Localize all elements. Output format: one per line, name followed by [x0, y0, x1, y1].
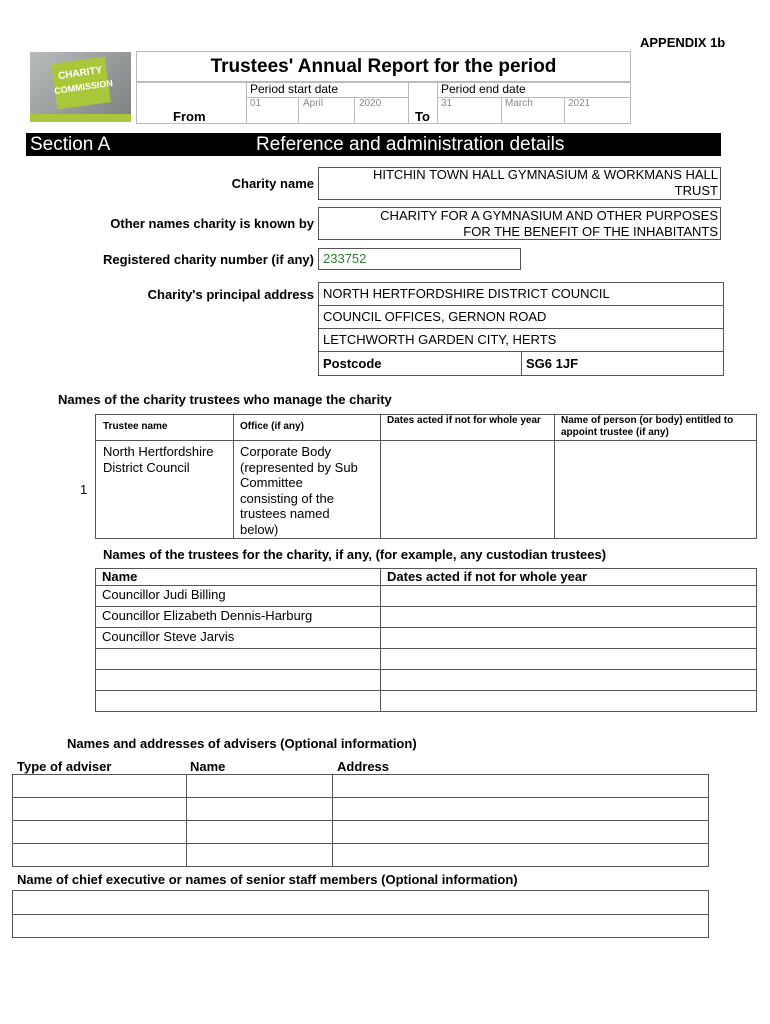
address-line2: COUNCIL OFFICES, GERNON ROAD	[323, 309, 547, 324]
trustee-name-cell[interactable]	[103, 444, 214, 475]
logo-text-line1: CHARITY	[57, 64, 104, 83]
start-month-field[interactable]: April	[303, 98, 324, 109]
custodian-dates-header: Dates acted if not for whole year	[381, 569, 757, 586]
reg-number-label: Registered charity number (if any)	[103, 252, 314, 267]
appointer-header: Name of person (or body) entitled to appoint trustee (if any)	[561, 415, 734, 438]
custodian-heading: Names of the trustees for the charity, if any, (for example, any custodian trustees)	[103, 547, 607, 562]
to-label: To	[415, 109, 430, 124]
custodian-name-cell[interactable]	[96, 649, 381, 670]
chief-exec-cell[interactable]	[13, 891, 709, 915]
chief-exec-table	[12, 890, 709, 938]
other-names-line2: FOR THE BENEFIT OF THE INHABITANTS	[463, 224, 718, 239]
start-day-field[interactable]: 01	[250, 98, 262, 109]
other-names-label: Other names charity is known by	[110, 216, 314, 231]
custodian-name-cell[interactable]: Councillor Steve Jarvis	[96, 628, 381, 649]
adviser-address-cell[interactable]	[333, 775, 709, 798]
adviser-name-cell[interactable]	[187, 775, 333, 798]
office-line: below)	[240, 521, 279, 537]
office-line: trustees named	[240, 506, 330, 521]
adviser-address-cell[interactable]	[333, 844, 709, 867]
adviser-type-cell[interactable]	[13, 821, 187, 844]
office-line: Corporate Body	[240, 444, 332, 459]
appendix-label: APPENDIX 1b	[640, 35, 726, 50]
trustee-name-line: North Hertfordshire	[103, 444, 214, 459]
adviser-name-cell[interactable]	[187, 844, 333, 867]
report-title: Trustees' Annual Report for the period	[210, 56, 557, 77]
custodian-table	[95, 568, 757, 712]
postcode-value[interactable]: SG6 1JF	[526, 356, 579, 371]
custodian-name-cell[interactable]: Councillor Judi Billing	[96, 586, 381, 607]
office-line: consisting of the	[240, 490, 334, 506]
end-month-field[interactable]: March	[505, 98, 533, 109]
end-day-field[interactable]: 31	[441, 98, 453, 109]
postcode-label: Postcode	[323, 356, 382, 371]
adviser-name-cell[interactable]	[187, 821, 333, 844]
custodian-name-cell[interactable]	[96, 691, 381, 712]
adviser-type-header: Type of adviser	[17, 759, 112, 774]
custodian-dates-cell[interactable]	[381, 691, 757, 712]
office-line: Committee	[240, 475, 303, 490]
period-start-label: Period start date	[250, 82, 339, 96]
custodian-dates-cell[interactable]	[381, 649, 757, 670]
reg-number-value: 233752	[323, 251, 367, 266]
section-title: Reference and administration details	[256, 134, 565, 155]
charity-commission-logo	[30, 52, 131, 122]
advisers-heading: Names and addresses of advisers (Optional information)	[67, 736, 417, 751]
address-label: Charity's principal address	[147, 287, 314, 302]
other-names-line1: CHARITY FOR A GYMNASIUM AND OTHER PURPOSES	[380, 208, 718, 223]
end-year-field[interactable]: 2021	[568, 98, 591, 109]
trustees-heading: Names of the charity trustees who manage the charity	[58, 392, 392, 407]
custodian-dates-cell[interactable]	[381, 670, 757, 691]
dates-header: Dates acted if not for whole year	[387, 415, 541, 426]
custodian-name-cell[interactable]	[96, 670, 381, 691]
adviser-address-cell[interactable]	[333, 821, 709, 844]
office-header: Office (if any)	[240, 421, 304, 432]
advisers-table	[12, 774, 709, 867]
charity-name-label: Charity name	[231, 176, 314, 191]
custodian-dates-cell[interactable]	[381, 586, 757, 607]
office-line: (represented by Sub	[240, 459, 358, 475]
period-end-label: Period end date	[441, 82, 526, 96]
custodian-name-header: Name	[96, 569, 381, 586]
trustee-office-cell[interactable]	[240, 444, 358, 537]
adviser-address-header: Address	[337, 759, 390, 774]
start-year-field[interactable]: 2020	[359, 98, 382, 109]
section-label: Section A	[30, 134, 111, 155]
adviser-address-cell[interactable]	[333, 798, 709, 821]
chief-exec-heading: Name of chief executive or names of senior staff members (Optional information)	[17, 872, 518, 887]
trustee-name-line: District Council	[103, 459, 190, 475]
adviser-type-cell[interactable]	[13, 798, 187, 821]
custodian-name-cell[interactable]: Councillor Elizabeth Dennis-Harburg	[96, 607, 381, 628]
custodian-dates-cell[interactable]	[381, 628, 757, 649]
logo-text-line2: COMMISSION	[53, 77, 114, 97]
charity-name-line1: HITCHIN TOWN HALL GYMNASIUM & WORKMANS HALL	[372, 167, 718, 182]
address-line1: NORTH HERTFORDSHIRE DISTRICT COUNCIL	[323, 286, 610, 301]
adviser-name-header: Name	[190, 759, 226, 774]
address-line3: LETCHWORTH GARDEN CITY, HERTS	[323, 332, 557, 347]
custodian-dates-cell[interactable]	[381, 607, 757, 628]
trustee-name-header: Trustee name	[103, 421, 168, 432]
from-label: From	[173, 109, 206, 124]
adviser-type-cell[interactable]	[13, 775, 187, 798]
adviser-name-cell[interactable]	[187, 798, 333, 821]
charity-name-line2: TRUST	[674, 183, 718, 198]
trustee-row-number: 1	[80, 482, 88, 497]
adviser-type-cell[interactable]	[13, 844, 187, 867]
chief-exec-cell[interactable]	[13, 915, 709, 938]
